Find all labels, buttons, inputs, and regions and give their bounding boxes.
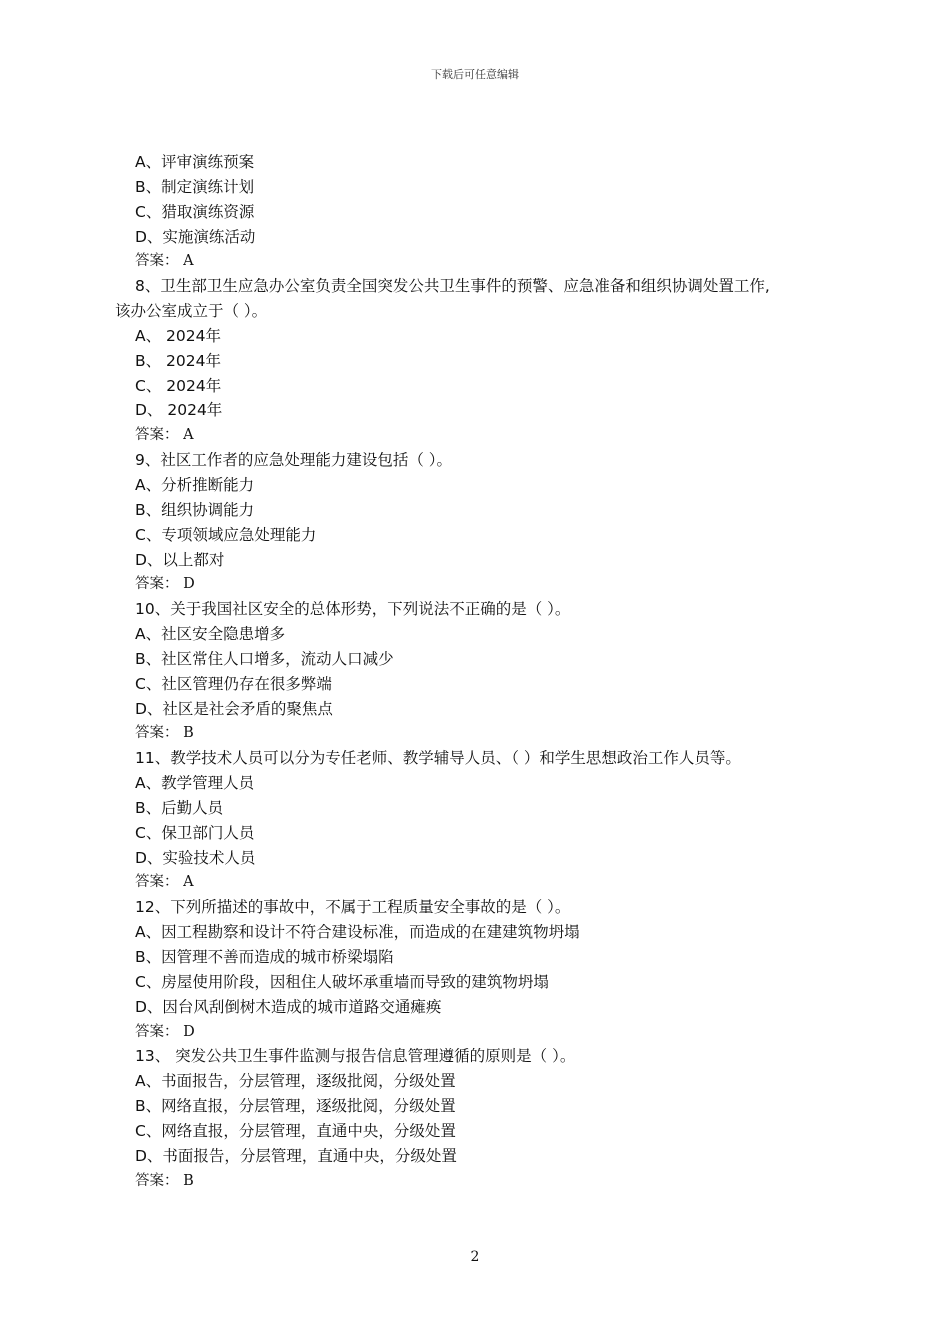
question-line: 10、关于我国社区安全的总体形势，下列说法不正确的是（ ）。 xyxy=(135,600,571,619)
option-line: A、评审演练预案 xyxy=(135,153,255,171)
option-line: C、社区管理仍存在很多弊端 xyxy=(135,674,332,693)
option-line: C、保卫部门人员 xyxy=(135,823,255,842)
option-line: A、因工程勘察和设计不符合建设标准，而造成的在建建筑物坍塌 xyxy=(135,923,580,942)
option-line: A、教学管理人员 xyxy=(135,774,255,793)
option-line: A、书面报告，分层管理，逐级批阅，分级处置 xyxy=(135,1072,456,1091)
option-line: B、因管理不善而造成的城市桥梁塌陷 xyxy=(135,948,394,966)
option-line: B、社区常住人口增多，流动人口减少 xyxy=(135,649,394,668)
option-line: D、 2024年 xyxy=(135,401,223,420)
option-line: A、 2024年 xyxy=(135,326,221,345)
answer-line: 答案： A xyxy=(135,427,194,444)
option-line: D、社区是社会矛盾的聚焦点 xyxy=(135,699,333,718)
question-line: 13、 突发公共卫生事件监测与报告信息管理遵循的原则是（ ）。 xyxy=(135,1047,576,1066)
option-line: B、制定演练计划 xyxy=(135,177,255,196)
option-line: B、 2024年 xyxy=(135,351,222,370)
option-line: D、以上都对 xyxy=(135,550,225,569)
answer-line: 答案： B xyxy=(135,725,194,742)
option-line: C、 2024年 xyxy=(135,376,222,395)
page-number: 2 xyxy=(470,1249,480,1265)
option-line: C、专项领域应急处理能力 xyxy=(135,525,317,544)
page-header: 下载后可任意编辑 xyxy=(431,68,519,81)
answer-line: 答案： D xyxy=(135,576,195,593)
option-line: D、书面报告，分层管理，直通中央，分级处置 xyxy=(135,1146,457,1165)
option-line: C、猎取演练资源 xyxy=(135,202,255,221)
document-body xyxy=(0,150,950,1193)
question-line: 12、下列所描述的事故中，不属于工程质量安全事故的是（ ）。 xyxy=(135,898,571,917)
answer-line: 答案： A xyxy=(135,874,194,891)
question-line: 9、社区工作者的应急处理能力建设包括（ ）。 xyxy=(135,451,453,470)
answer-line: 答案： A xyxy=(135,253,194,270)
option-line: A、社区安全隐患增多 xyxy=(135,625,286,644)
option-line: B、组织协调能力 xyxy=(135,500,255,519)
option-line: C、房屋使用阶段，因租住人破坏承重墙而导致的建筑物坍塌 xyxy=(135,972,549,991)
option-line: C、网络直报，分层管理，直通中央，分级处置 xyxy=(135,1121,456,1140)
answer-line: 答案： D xyxy=(135,1023,195,1040)
answer-line: 答案： B xyxy=(135,1172,194,1189)
option-line: A、分析推断能力 xyxy=(135,475,255,494)
option-line: B、网络直报，分层管理，逐级批阅，分级处置 xyxy=(135,1097,456,1116)
option-line: D、因台风刮倒树木造成的城市道路交通瘫痪 xyxy=(135,997,442,1016)
question-line: 8、卫生部卫生应急办公室负责全国突发公共卫生事件的预警、应急准备和组织协调处置工作, xyxy=(135,277,770,296)
question-line-continued: 该办公室成立于（ ）。 xyxy=(115,302,268,321)
option-line: B、后勤人员 xyxy=(135,798,224,817)
question-line: 11、教学技术人员可以分为专任老师、教学辅导人员、（ ）和学生思想政治工作人员等。 xyxy=(135,749,741,768)
option-line: D、实施演练活动 xyxy=(135,227,256,246)
option-line: D、实验技术人员 xyxy=(135,848,256,867)
